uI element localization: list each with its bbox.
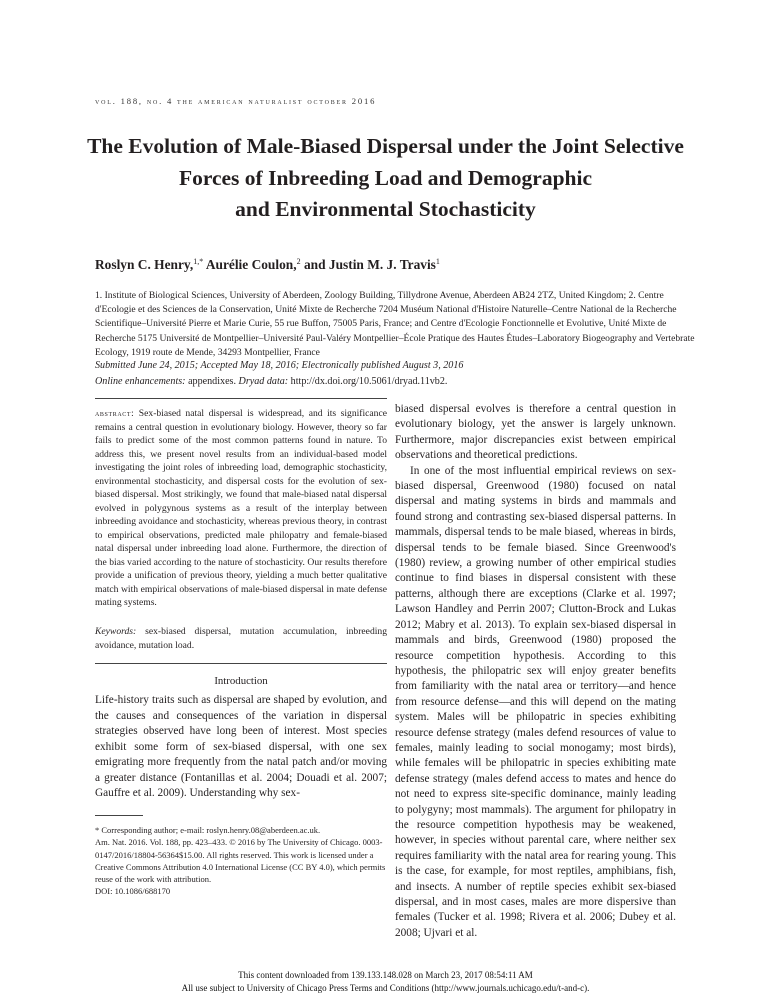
abstract-label: abstract: [95,408,135,418]
right-paragraph-2: In one of the most influential empirical reviews on sex-biased dispersal, Greenwood (1980) focused on natal dispersal and mating systems in birds and mammals and found strong and contrasting sex-biased dispersal patterns. In mammals, dispersal tends to be male biased, whereas in birds, dispersal tends to be female biased. Since Greenwood's (1980) review, a growing number of other empirical studies continue to find biases in dispersal consistent with these patterns, although there are exceptions (Clarke et al. 1997; Lawson Handley and Perrin 2007; Clutton-Brock and Lukas 2012; Mabry et al. 2013). To explain sex-biased dispersal in mammals and birds, Greenwood (1980) proposed the resource competition hypothesis. According to this hypothesis, the philopatric sex will enjoy greater benefits from familiarity with the natal area or territory—and hence from resource defense—and this will depend on the mating system. Males will be philopatric in species exhibiting resource defense strategy (males defend resources of value to females, mainly leading to social monogamy; most birds), while females will be philopatric in species exhibiting mate defense strategy (males defend access to mates and hence do not need to express site-specific dominance, mainly leading to polygyny; most mammals). The argument for philopatry in the resource competition hypothesis may be weakened, however, in species without parental care, where neither sex requires familiarity with the natal area for rearing young. This is the case, for example, for most reptiles, amphibians, fish, and insects. A number of reptile species exhibit sex-biased dispersal, and in most cases, males are more dispersive than females (Tucker et al. 1998; Rivera et al. 2006; Dubey et al. 2008; Ujvari et al. [395,464,676,939]
running-head: vol. 188, no. 4 the american naturalist october 2016 [95,96,377,106]
article-title [60,131,711,226]
doi[interactable]: DOI: 10.1086/688170 [95,886,171,897]
author-3: and Justin M. J. Travis [300,257,436,272]
keywords [95,625,387,652]
abstract [95,407,387,610]
keywords-text: sex-biased dispersal, mutation accumulation, inbreeding avoidance, mutation load. [95,626,387,651]
abstract-top-rule [95,398,387,399]
footnote [95,824,387,898]
section-heading-introduction: Introduction [214,675,268,687]
author-3-affiliation: 1 [435,257,440,266]
author-2: Aurélie Coulon, [203,257,297,272]
footnote-rule [95,815,143,816]
online-label: Online enhancements: [95,376,186,387]
author-2-affiliation: 2 [296,257,301,266]
author-1: Roslyn C. Henry, [95,257,194,272]
dryad-label: Dryad data: [238,376,289,387]
download-line-1: This content downloaded from 139.133.148.028 on March 23, 2017 08:54:11 AM [238,970,533,980]
corresponding-author: * Corresponding author; e-mail: roslyn.henry.08@aberdeen.ac.uk. [95,825,321,835]
download-line-2[interactable]: All use subject to University of Chicago Press Terms and Conditions (http://www.journals.uchicago.edu/t-and-c). [181,982,590,993]
title-line-3: and Environmental Stochasticity [235,197,536,221]
author-list [95,257,440,273]
citation-info: Am. Nat. 2016. Vol. 188, pp. 423–433. © 2016 by The University of Chicago. 0003-0147/2016/18804-56364$15.00. All rights reserved. This work is licensed under a Creative Commons Attribution 4.0 International License (CC BY 4.0), which permits reuse of the work with attribution. [95,837,386,885]
affiliations: 1. Institute of Biological Sciences, University of Aberdeen, Zoology Building, Tillydrone Avenue, Aberdeen AB24 2TZ, United Kingdom; 2. Centre d'Ecologie et des Sciences de la Conservation, Unité Mixte de Recherche 7204 Muséum National d'Histoire Naturelle–Centre National de la Recherche Scientifique–Université Pierre et Marie Curie, 55 rue Buffon, 75005 Paris, France; and Centre d'Ecologie Fonctionnelle et Evolutive, Unité Mixte de Recherche 5175 Université de Montpellier–Université Paul-Valéry Montpellier–École Pratique des Hautes Études–Laboratory Biogeography and Vertebrate Ecology, 1919 route de Mende, 34293 Montpellier, France [95,290,695,358]
title-line-1: The Evolution of Male-Biased Dispersal under the Joint Selective [87,134,684,158]
introduction-paragraph: Life-history traits such as dispersal are shaped by evolution, and the causes and consequences of the variation in dispersal strategies observed have long been of interest. Most species exhibit some form of sex-biased dispersal, with one sex emigrating more frequently from the natal patch and/or moving a greater distance (Fontanillas et al. 2004; Douadi et al. 2007; Gauffre et al. 2009). Understanding why sex- [95,694,387,799]
publication-dates [95,358,463,390]
author-1-affiliation: 1,* [193,257,204,266]
abstract-text: Sex-biased natal dispersal is widespread, and its significance remains a central question in evolutionary biology. However, theory so far fails to predict some of the most common patterns found in nature. To address this, we present novel results from an individual-based model investigating the joint roles of inbreeding load, demographic stochasticity, environmental stochasticity, and dispersal costs for the evolution of sex-biased dispersal. Most strikingly, we found that male-biased natal dispersal evolved in polygynous systems as a result of the interplay between inbreeding avoidance and stochasticity, whereas previous theory, in contrast to empirical observations, predicted male philopatry and female-biased natal dispersal under inbreeding load alone. Furthermore, the direction of the bias varied according to the nature of stochasticity. Our results therefore provide a unification of previous theory, yielding a much better qualitative match with empirical observations of male-biased dispersal in mate defense mating systems. [95,408,387,608]
keywords-label: Keywords: [95,626,137,637]
right-column [395,402,676,941]
right-paragraph-1: biased dispersal evolves is therefore a central question in evolutionary biology, yet the answer is largely unknown. Furthermore, major discrepancies exist between empirical observations and theoretical predictions. [395,403,676,462]
online-value: appendixes. [185,376,239,387]
dates-line: Submitted June 24, 2015; Accepted May 18, 2016; Electronically published August 3, 2016 [95,360,464,371]
abstract-bottom-rule [95,663,387,664]
title-line-2: Forces of Inbreeding Load and Demographic [178,165,593,190]
download-notice [0,969,771,994]
dryad-link[interactable]: http://dx.doi.org/10.5061/dryad.11vb2. [288,376,448,387]
